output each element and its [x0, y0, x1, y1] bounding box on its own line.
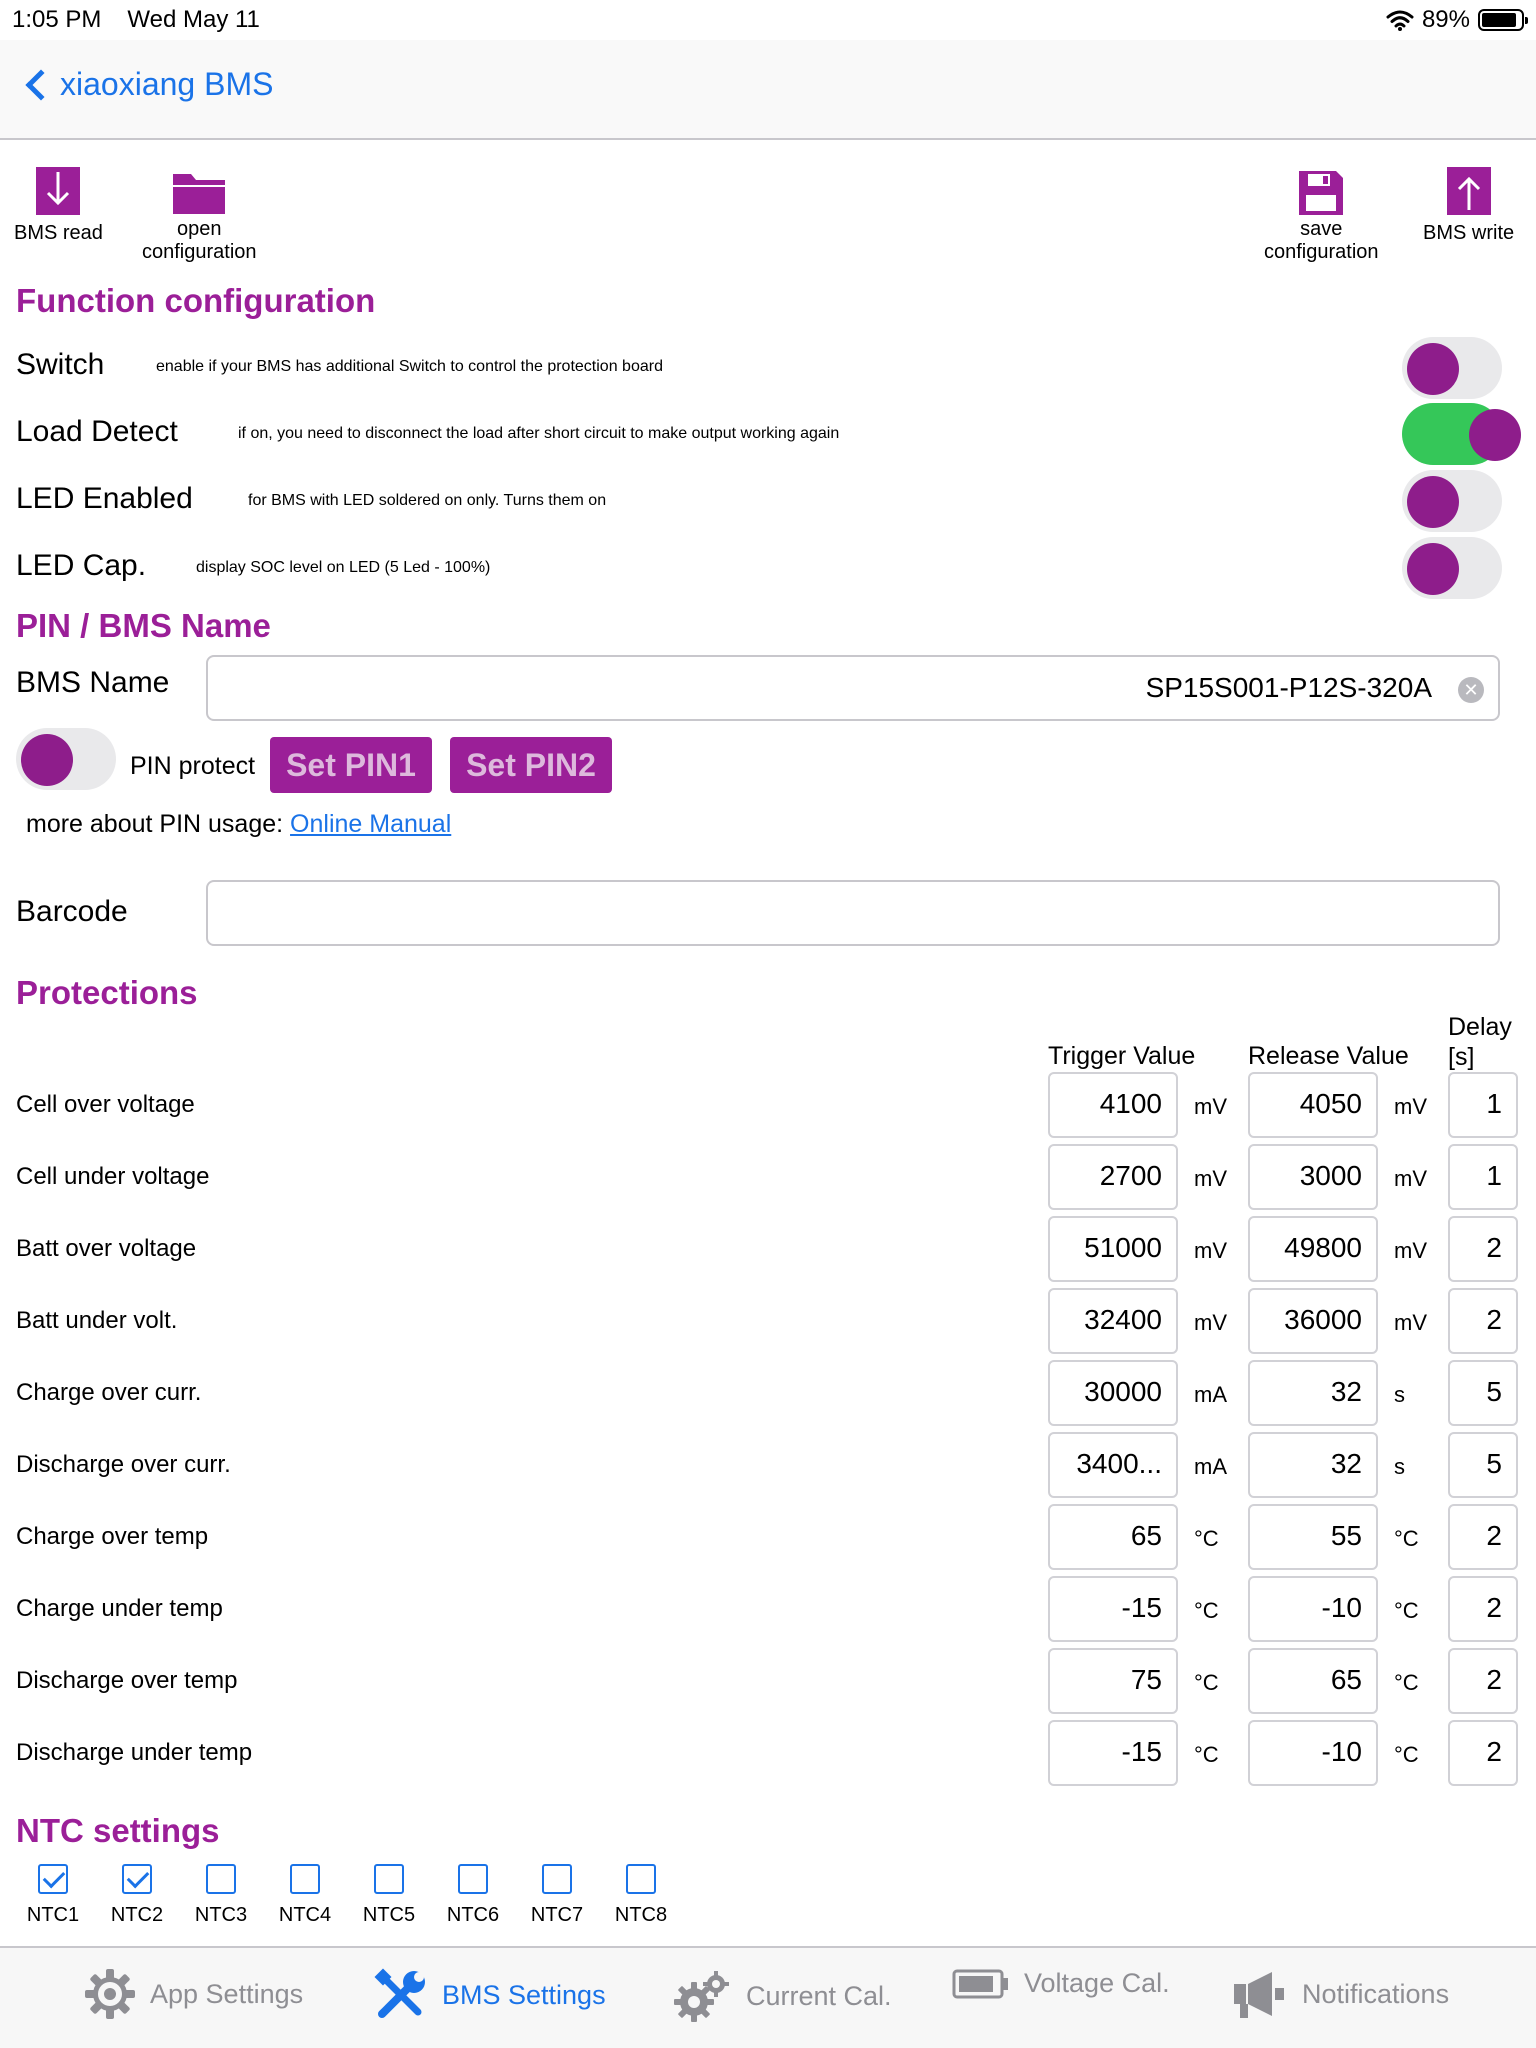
checkbox[interactable] [374, 1864, 404, 1894]
checkbox[interactable] [206, 1864, 236, 1894]
protection-label: Charge under temp [16, 1595, 223, 1622]
release-value-input[interactable]: 3000 [1248, 1144, 1378, 1210]
protection-label: Discharge under temp [16, 1739, 253, 1766]
upload-icon [1446, 166, 1492, 216]
ntc-settings-title: NTC settings [16, 1812, 220, 1849]
chevron-left-icon [25, 69, 56, 100]
release-value-header: Release Value [1248, 1042, 1409, 1070]
delay-value-input[interactable]: 2 [1448, 1504, 1518, 1570]
save-configuration-label: save configuration [1264, 218, 1379, 263]
delay-value-input[interactable]: 2 [1448, 1288, 1518, 1354]
led-cap-description: display SOC level on LED (5 Led - 100%) [196, 559, 491, 576]
bms-read-label: BMS read [14, 222, 103, 244]
delay-value-input[interactable]: 2 [1448, 1576, 1518, 1642]
delay-value-input[interactable]: 1 [1448, 1072, 1518, 1138]
battery-level [1482, 13, 1516, 27]
barcode-label: Barcode [16, 895, 128, 928]
gear-icon [84, 1968, 136, 2020]
release-value-input[interactable]: -10 [1248, 1720, 1378, 1786]
trigger-value-input[interactable]: 30000 [1048, 1360, 1178, 1426]
protection-label: Discharge over temp [16, 1667, 238, 1694]
toggle-knob [21, 734, 73, 786]
trigger-unit: °C [1194, 1526, 1219, 1551]
trigger-unit: mV [1194, 1310, 1227, 1335]
trigger-unit: mA [1194, 1382, 1227, 1407]
megaphone-icon [1232, 1968, 1288, 2020]
toggle-knob [1407, 476, 1459, 528]
ntc-label: NTC1 [26, 1904, 80, 1926]
delay-header-line2: [s] [1448, 1043, 1475, 1071]
set-pin2-button[interactable]: Set PIN2 [450, 737, 612, 793]
delay-header-line1: Delay [1448, 1013, 1512, 1041]
switch-toggle[interactable] [1402, 337, 1502, 399]
release-unit: mV [1394, 1094, 1427, 1119]
led-enabled-toggle[interactable] [1402, 470, 1502, 532]
protections-title: Protections [16, 974, 198, 1011]
load-detect-label: Load Detect [16, 415, 178, 448]
tab-voltage-cal[interactable] [952, 1968, 1170, 1999]
folder-icon [171, 170, 227, 216]
ntc-checkbox-item[interactable] [438, 1864, 508, 1927]
ntc-checkbox-item[interactable] [18, 1864, 88, 1927]
ntc-label: NTC2 [110, 1904, 164, 1926]
checkbox[interactable] [626, 1864, 656, 1894]
open-configuration-label: open configuration [142, 218, 257, 263]
online-manual-link[interactable]: Online Manual [290, 810, 452, 838]
bms-name-input[interactable] [206, 655, 1500, 721]
release-unit: s [1394, 1454, 1405, 1479]
ntc-checkbox-item[interactable] [270, 1864, 340, 1927]
set-pin1-button[interactable]: Set PIN1 [270, 737, 432, 793]
load-detect-toggle[interactable] [1402, 403, 1502, 465]
delay-value-input[interactable]: 5 [1448, 1432, 1518, 1498]
wifi-icon [1386, 9, 1414, 31]
tools-icon [374, 1968, 428, 2022]
battery-icon [952, 1969, 1010, 1999]
back-button[interactable] [22, 66, 273, 103]
trigger-value-input[interactable]: -15 [1048, 1576, 1178, 1642]
status-date: Wed May 11 [127, 6, 260, 33]
trigger-unit: mV [1194, 1094, 1227, 1119]
status-bar [0, 0, 1536, 40]
toggle-knob [1407, 343, 1459, 395]
delay-value-input[interactable]: 2 [1448, 1720, 1518, 1786]
checkbox[interactable] [122, 1864, 152, 1894]
save-disk-icon [1298, 170, 1344, 216]
release-value-input[interactable]: -10 [1248, 1576, 1378, 1642]
delay-header [1448, 1012, 1512, 1072]
ntc-label: NTC4 [278, 1904, 332, 1926]
bms-read-button[interactable] [14, 166, 103, 245]
ntc-checkbox-item[interactable] [606, 1864, 676, 1927]
protection-label: Discharge over curr. [16, 1451, 231, 1478]
release-value-input[interactable]: 36000 [1248, 1288, 1378, 1354]
trigger-value-input[interactable]: -15 [1048, 1720, 1178, 1786]
clear-icon[interactable]: ✕ [1458, 677, 1484, 703]
back-button-label: xiaoxiang BMS [60, 66, 274, 102]
ntc-label: NTC6 [446, 1904, 500, 1926]
download-icon [35, 166, 81, 216]
ntc-label: NTC5 [362, 1904, 416, 1926]
trigger-value-input[interactable]: 51000 [1048, 1216, 1178, 1282]
toggle-knob [1469, 409, 1521, 461]
tab-bar [0, 1946, 1536, 2048]
tab-current-cal[interactable] [670, 1968, 892, 2024]
trigger-value-input[interactable]: 3400... [1048, 1432, 1178, 1498]
trigger-value-input[interactable]: 32400 [1048, 1288, 1178, 1354]
bms-name-value: SP15S001-P12S-320A [1145, 672, 1432, 703]
checkbox[interactable] [290, 1864, 320, 1894]
trigger-value-input[interactable]: 75 [1048, 1648, 1178, 1714]
tab-voltage-cal-label: Voltage Cal. [1024, 1968, 1170, 1998]
trigger-value-input[interactable]: 2700 [1048, 1144, 1178, 1210]
release-value-input[interactable]: 49800 [1248, 1216, 1378, 1282]
trigger-unit: °C [1194, 1670, 1219, 1695]
tab-notifications-label: Notifications [1302, 1978, 1450, 2009]
tab-notifications[interactable] [1232, 1968, 1449, 2020]
protection-label: Charge over temp [16, 1523, 209, 1550]
trigger-value-header: Trigger Value [1048, 1042, 1196, 1070]
protection-label: Charge over curr. [16, 1379, 202, 1406]
ntc-checkbox-item[interactable] [102, 1864, 172, 1927]
checkbox[interactable] [38, 1864, 68, 1894]
delay-value-input[interactable]: 2 [1448, 1648, 1518, 1714]
checkbox[interactable] [542, 1864, 572, 1894]
bms-write-button[interactable] [1423, 166, 1514, 245]
status-left [12, 6, 260, 34]
protection-label: Batt under volt. [16, 1307, 178, 1334]
trigger-value-input[interactable]: 65 [1048, 1504, 1178, 1570]
led-cap-toggle[interactable] [1402, 537, 1502, 599]
load-detect-description: if on, you need to disconnect the load after short circuit to make output working again [238, 425, 840, 442]
led-enabled-label: LED Enabled [16, 482, 193, 515]
release-unit: mV [1394, 1166, 1427, 1191]
protection-label: Cell over voltage [16, 1091, 195, 1118]
status-right [1386, 6, 1524, 34]
ntc-checkbox-item[interactable] [522, 1864, 592, 1927]
trigger-unit: °C [1194, 1742, 1219, 1767]
tab-bms-settings-label: BMS Settings [442, 1979, 606, 2010]
barcode-input[interactable] [206, 880, 1500, 946]
function-configuration-title: Function configuration [16, 282, 376, 319]
manual-line [26, 810, 451, 839]
release-value-input[interactable]: 4050 [1248, 1072, 1378, 1138]
tab-app-settings-label: App Settings [150, 1978, 304, 2009]
toggle-knob [1407, 543, 1459, 595]
navigation-bar [0, 40, 1536, 140]
switch-description: enable if your BMS has additional Switch to control the protection board [156, 358, 663, 375]
open-configuration-button[interactable] [142, 170, 257, 264]
trigger-unit: mV [1194, 1166, 1227, 1191]
release-unit: °C [1394, 1598, 1419, 1623]
protection-label: Batt over voltage [16, 1235, 197, 1262]
release-value-input[interactable]: 32 [1248, 1360, 1378, 1426]
release-unit: s [1394, 1382, 1405, 1407]
release-unit: mV [1394, 1238, 1427, 1263]
bms-write-label: BMS write [1423, 222, 1515, 244]
bms-name-label: BMS Name [16, 666, 170, 699]
ntc-label: NTC8 [614, 1904, 668, 1926]
manual-text: more about PIN usage: [26, 810, 284, 838]
pin-protect-label: PIN protect [130, 752, 256, 780]
release-unit: °C [1394, 1526, 1419, 1551]
led-cap-label: LED Cap. [16, 549, 147, 582]
ntc-checkbox-item[interactable] [186, 1864, 256, 1927]
trigger-value-input[interactable]: 4100 [1048, 1072, 1178, 1138]
release-value-input[interactable]: 55 [1248, 1504, 1378, 1570]
save-configuration-button[interactable] [1264, 170, 1379, 264]
pin-bms-name-title: PIN / BMS Name [16, 607, 271, 644]
pin-protect-toggle[interactable] [16, 728, 116, 790]
trigger-unit: mV [1194, 1238, 1227, 1263]
status-time: 1:05 PM [12, 6, 102, 33]
battery-icon [1478, 9, 1524, 31]
ntc-label: NTC3 [194, 1904, 248, 1926]
delay-value-input[interactable]: 5 [1448, 1360, 1518, 1426]
release-unit: °C [1394, 1670, 1419, 1695]
gears-icon [670, 1968, 732, 2024]
tab-app-settings[interactable] [84, 1968, 303, 2020]
battery-percent: 89% [1421, 6, 1470, 33]
tab-bms-settings[interactable] [374, 1968, 606, 2022]
release-value-input[interactable]: 65 [1248, 1648, 1378, 1714]
trigger-unit: mA [1194, 1454, 1227, 1479]
protection-label: Cell under voltage [16, 1163, 210, 1190]
led-enabled-description: for BMS with LED soldered on only. Turns them on [248, 492, 607, 509]
checkbox[interactable] [458, 1864, 488, 1894]
switch-label: Switch [16, 348, 105, 381]
release-value-input[interactable]: 32 [1248, 1432, 1378, 1498]
release-unit: °C [1394, 1742, 1419, 1767]
ntc-label: NTC7 [530, 1904, 584, 1926]
ntc-checkbox-item[interactable] [354, 1864, 424, 1927]
tab-current-cal-label: Current Cal. [746, 1980, 892, 2011]
delay-value-input[interactable]: 2 [1448, 1216, 1518, 1282]
trigger-unit: °C [1194, 1598, 1219, 1623]
delay-value-input[interactable]: 1 [1448, 1144, 1518, 1210]
release-unit: mV [1394, 1310, 1427, 1335]
